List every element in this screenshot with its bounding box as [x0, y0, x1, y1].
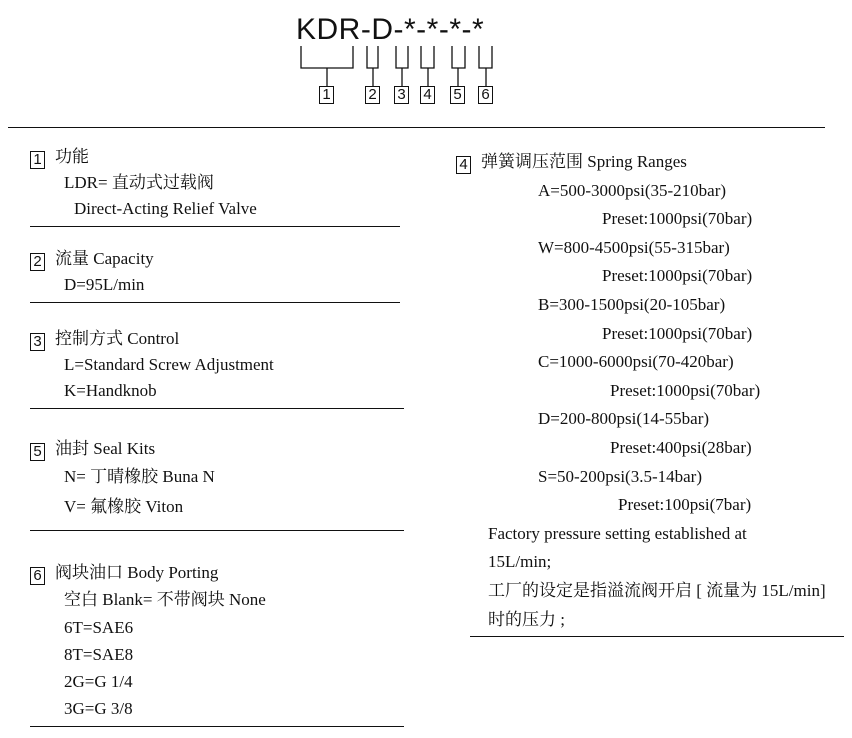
section-title: 流量 Capacity: [55, 249, 154, 268]
section-capacity: [30, 246, 154, 298]
section-title: 阀块油口 Body Porting: [55, 563, 219, 582]
spring-note-3: 工厂的设定是指溢流阀开启 [ 流量为 15L/min]: [488, 580, 826, 600]
spring-range-c: C=1000-6000psi(70-420bar): [538, 352, 734, 372]
spring-range-s: S=50-200psi(3.5-14bar): [538, 466, 702, 486]
control-line-1: L=Standard Screw Adjustment: [64, 355, 274, 374]
seal-line-1: N= 丁晴橡胶 Buna N: [64, 467, 215, 486]
position-label-2: 2: [365, 86, 380, 104]
position-label-4: 4: [420, 86, 435, 104]
section-title: 控制方式 Control: [55, 329, 180, 348]
spring-preset-s: Preset:100psi(7bar): [618, 495, 752, 515]
position-label-6: 6: [478, 86, 493, 104]
seal-line-2: V= 氟橡胶 Viton: [64, 497, 184, 516]
top-rule: [8, 127, 825, 128]
divider-right: [470, 636, 844, 637]
spring-note-1: Factory pressure setting established at: [488, 523, 747, 543]
capacity-line-1: D=95L/min: [64, 275, 145, 294]
porting-line-3: 8T=SAE8: [64, 645, 134, 664]
divider-2: [30, 302, 400, 303]
spring-preset-b: Preset:1000psi(70bar): [602, 323, 753, 343]
spring-preset-d: Preset:400psi(28bar): [610, 437, 752, 457]
porting-line-1: 空白 Blank= 不带阀块 None: [64, 590, 266, 609]
position-label-5: 5: [450, 86, 465, 104]
position-label-1: 1: [319, 86, 334, 104]
section-number: 3: [30, 333, 45, 351]
porting-line-2: 6T=SAE6: [64, 618, 134, 637]
section-spring-ranges: [456, 148, 826, 634]
spring-preset-w: Preset:1000psi(70bar): [602, 266, 753, 286]
function-line-2: Direct-Acting Relief Valve: [74, 199, 257, 218]
function-line-1: LDR= 直动式过载阀: [64, 173, 214, 192]
section-number: 6: [30, 567, 45, 585]
section-seal-kits: [30, 436, 215, 522]
section-control: [30, 326, 274, 404]
section-number: 2: [30, 253, 45, 271]
section-title: 弹簧调压范围 Spring Ranges: [481, 152, 687, 171]
porting-line-5: 3G=G 3/8: [64, 699, 133, 718]
section-number: 5: [30, 443, 45, 461]
model-code: KDR-D-*-*-*-*: [296, 13, 485, 46]
spring-range-b: B=300-1500psi(20-105bar): [538, 294, 726, 314]
position-label-3: 3: [394, 86, 409, 104]
section-title: 油封 Seal Kits: [55, 439, 156, 458]
spring-preset-a: Preset:1000psi(70bar): [602, 209, 753, 229]
control-line-2: K=Handknob: [64, 381, 157, 400]
divider-5: [30, 726, 404, 727]
spring-note-2: 15L/min;: [488, 552, 552, 572]
section-number: 4: [456, 156, 471, 174]
section-body-porting: [30, 560, 266, 722]
section-function: [30, 144, 257, 222]
spring-note-4: 时的压力 ;: [488, 609, 565, 629]
porting-line-4: 2G=G 1/4: [64, 672, 133, 691]
divider-1: [30, 226, 400, 227]
section-title: 功能: [55, 147, 89, 166]
spring-range-w: W=800-4500psi(55-315bar): [538, 237, 730, 257]
spring-range-a: A=500-3000psi(35-210bar): [538, 180, 727, 200]
spring-range-d: D=200-800psi(14-55bar): [538, 409, 710, 429]
section-number: 1: [30, 151, 45, 169]
divider-4: [30, 530, 404, 531]
divider-3: [30, 408, 404, 409]
spring-preset-c: Preset:1000psi(70bar): [610, 380, 761, 400]
